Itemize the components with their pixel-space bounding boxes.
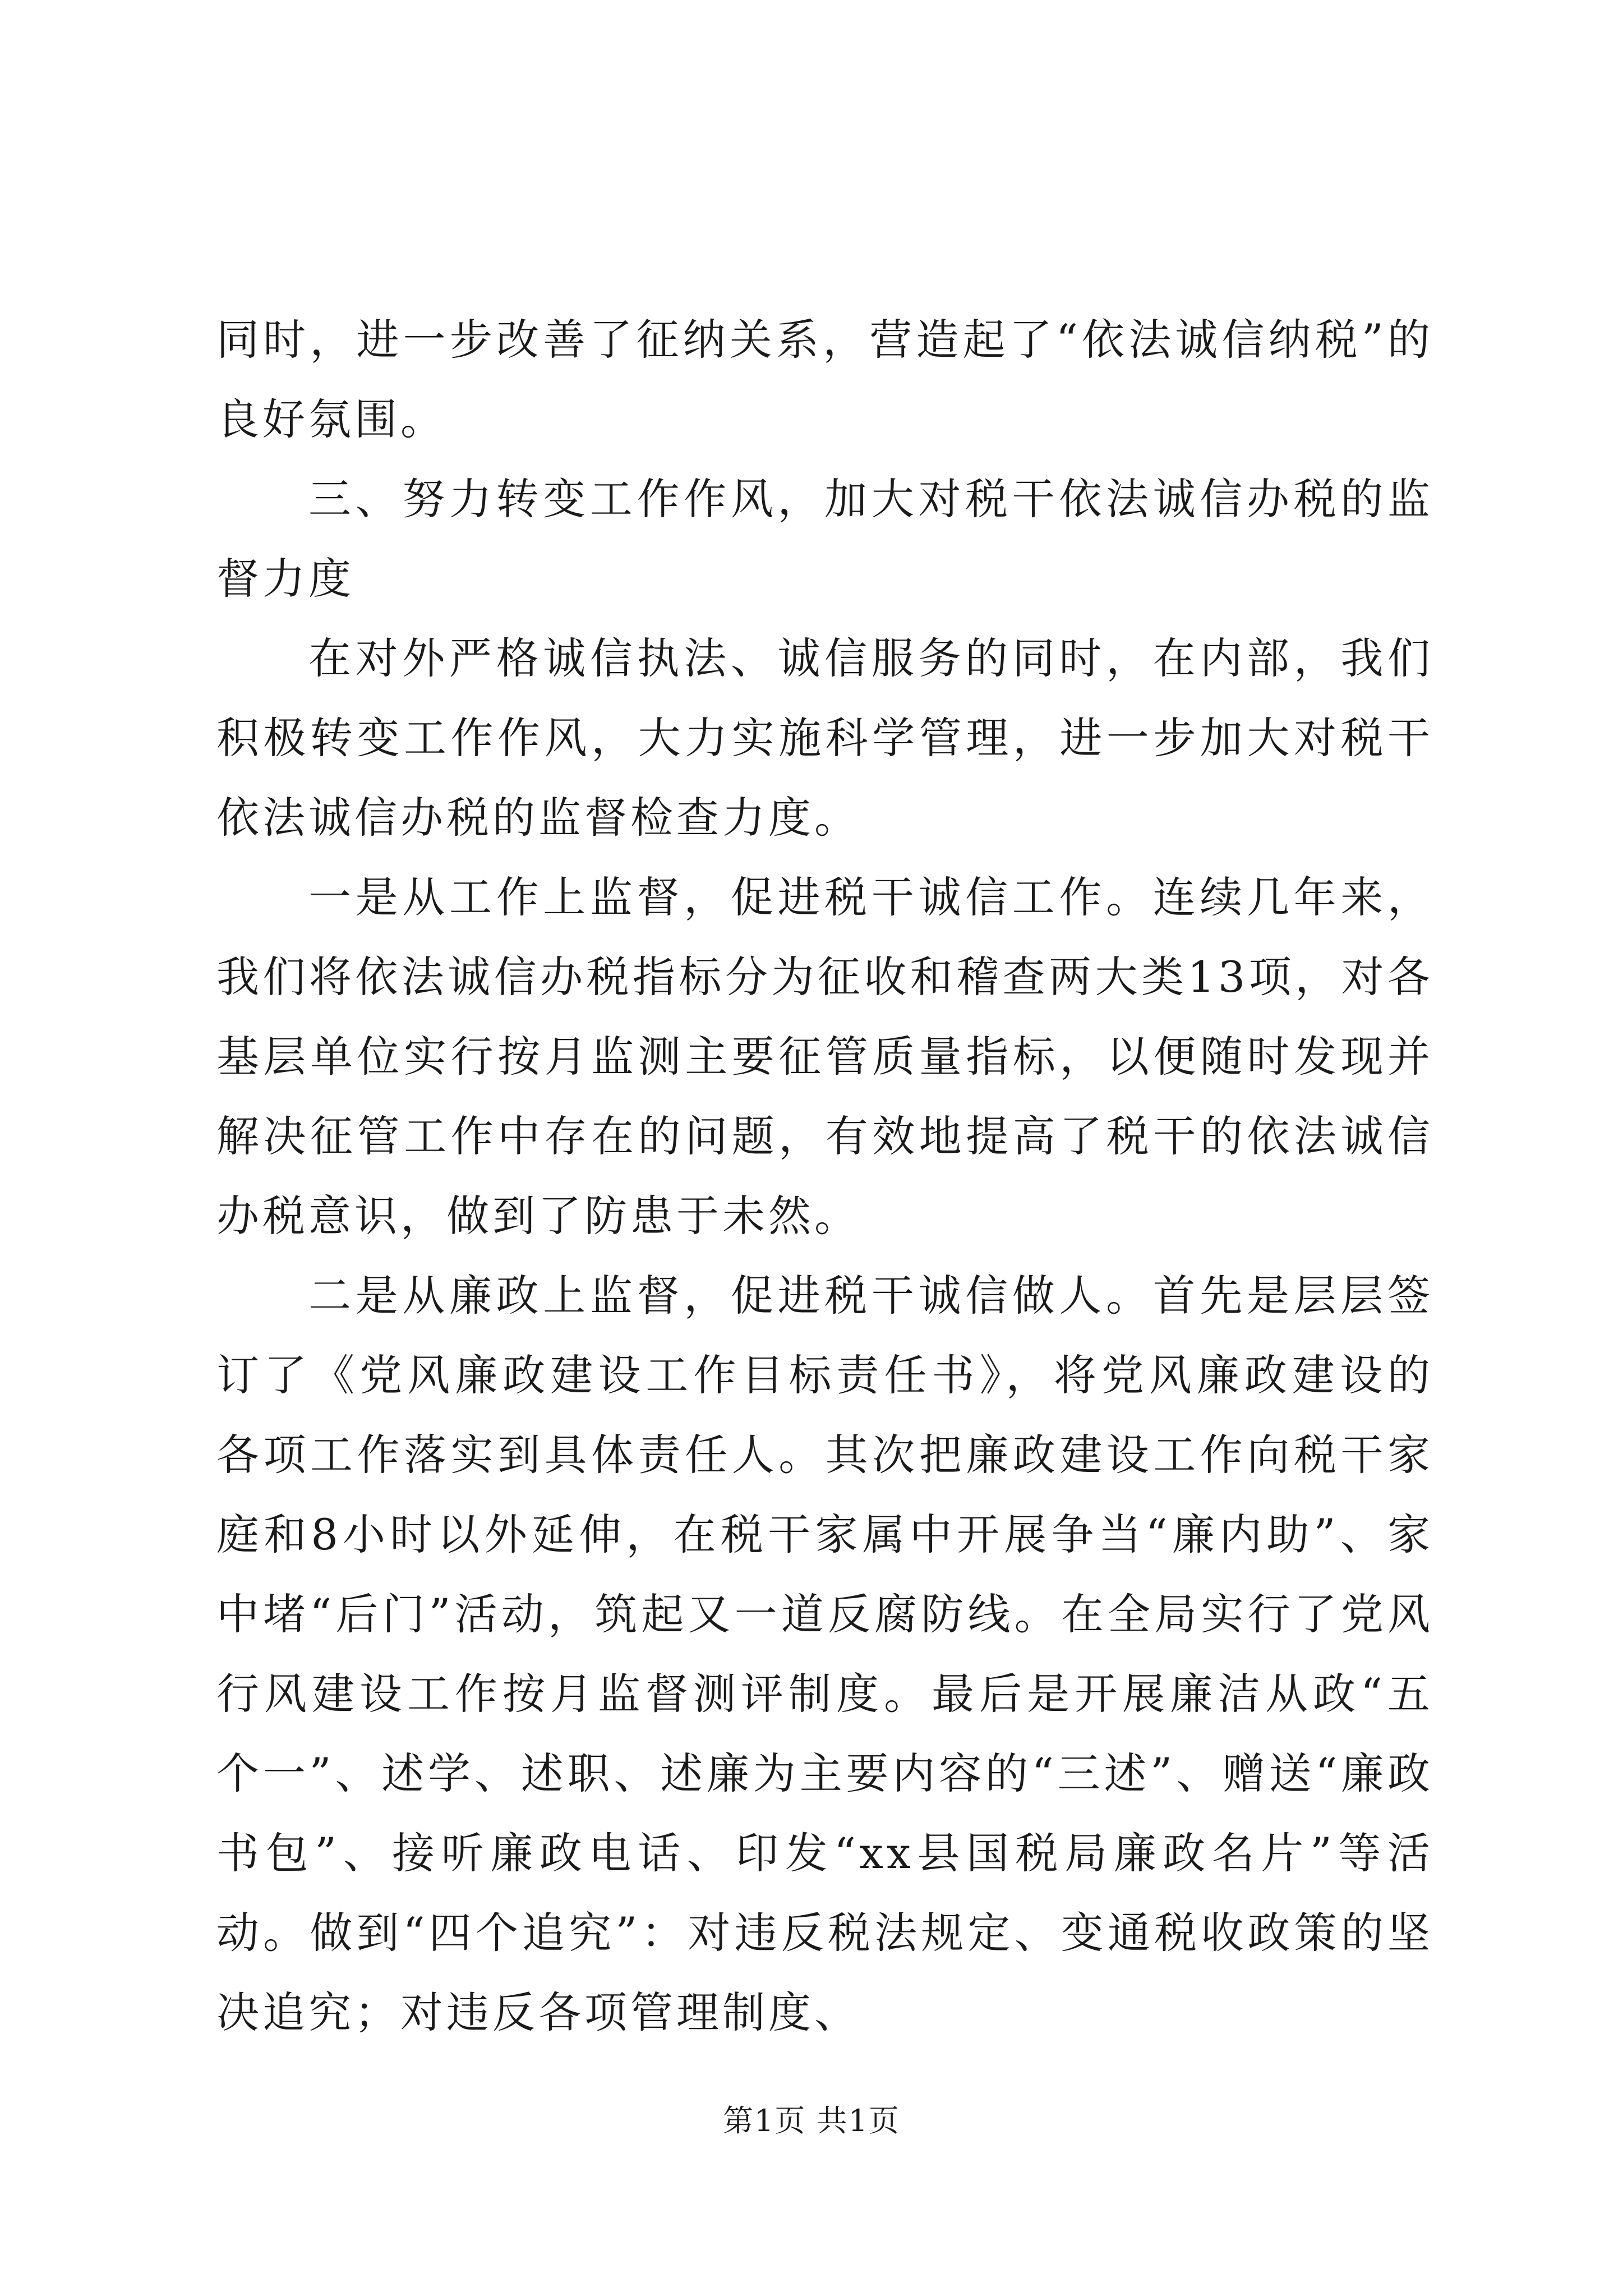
paragraph-continuation: 同时，进一步改善了征纳关系，营造起了“依法诚信纳税”的良好氛围。 [216,315,1433,444]
paragraph: 一是从工作上监督，促进税干诚信工作。连续几年来，我们将依法诚信办税指标分为征收和稽查两大类13项，对各基层单位实行按月监测主要征管质量指标，以便随时发现并解决征管工作中存在的问题，有效地提高了税干的依法诚信办税意识，做到了防患于未然。 [216,872,1433,1241]
section-heading: 三、努力转变工作作风，加大对税干依法诚信办税的监督力度 [216,474,1433,604]
page-footer: 第1页 共1页 [723,2103,900,2138]
paragraph: 在对外严格诚信执法、诚信服务的同时，在内部，我们积极转变工作作风，大力实施科学管理，进一步加大对税干依法诚信办税的监督检查力度。 [216,633,1433,843]
document-body [216,300,1433,2053]
paragraph: 二是从廉政上监督，促进税干诚信做人。首先是层层签订了《党风廉政建设工作目标责任书》，将党风廉政建设的各项工作落实到具体责任人。其次把廉政建设工作向税干家庭和8小时以外延伸，在税干家属中开展争当“廉内助”、家中堵“后门”活动，筑起又一道反腐防线。在全局实行了党风行风建设工作按月监督测评制度。最后是开展廉洁从政“五个一”、述学、述职、述廉为主要内容的“三述”、赠送“廉政书包”、接听廉政电话、印发“xx县国税局廉政名片”等活动。做到“四个追究”：对违反税法规定、变通税收政策的坚决追究；对违反各项管理制度、 [216,1271,1433,2037]
